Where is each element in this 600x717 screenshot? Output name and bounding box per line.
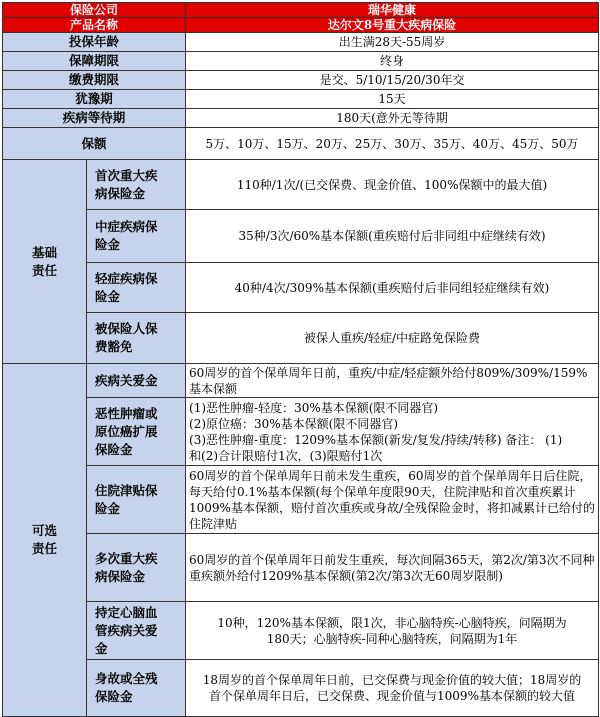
optional-item-value: (1)恶性肿瘤-轻度：30%基本保额(限不同器官) (2)原位癌：30%基本保额(限不同器官) (3)恶性肿瘤-重度：1209%基本保额(新发/复发/持续/转移) 备注： (1) 和(2)合计限赔付1次，(3)限赔付1次 [186, 398, 599, 466]
optional-item-label: 多次重大疾 病保险金 [87, 534, 186, 602]
term-label: 保障期限 [3, 52, 186, 71]
basic-item-value: 35种/3次/60%基本保额(重疾赔付后非同组中症继续有效) [186, 210, 599, 263]
optional-item-label: 疾病关爱金 [87, 364, 186, 398]
amount-value: 5万、10万、15万、20万、25万、30万、35万、40万、45万、50万 [186, 128, 599, 160]
basic-item-value: 40种/4次/309%基本保额(重疾赔付后非同组轻症继续有效) [186, 263, 599, 313]
optional-liability-category: 可选 责任 [3, 364, 87, 717]
header-label: 保险公司 [3, 3, 186, 18]
optional-item-label: 住院津贴保 险金 [87, 466, 186, 534]
basic-item-label: 轻症疾病保 险金 [87, 263, 186, 313]
optional-item-value: 18周岁的首个保单周年日前，已交保费与现金价值的较大值；18周岁的 首个保单周年日后，已交保费、现金价值与1009%基本保额的较大值 [186, 660, 599, 717]
basic-liability-category: 基础 责任 [3, 160, 87, 364]
optional-item-label: 持定心脑血 管疾病关爱 金 [87, 602, 186, 660]
term-value: 终身 [186, 52, 599, 71]
product-info-table [2, 2, 599, 717]
optional-item-value: 10种，120%基本保额，限1次，非心脑特疾-心脑特疾，问隔期为 180天；心脑特疾-同种心脑特疾，问隔期为1年 [186, 602, 599, 660]
waiting-value: 180天(意外无等待期 [186, 109, 599, 128]
basic-item-value: 110种/1次/(已交保费、现金价值、100%保额中的最大值) [186, 160, 599, 210]
optional-item-value: 60周岁的首个保单周年日前发生重疾，每次间隔365天，第2次/第3次不同种重疾额外给付1209%基本保额(第2次/第3次无60周岁限制) [186, 534, 599, 602]
cooling-value: 15天 [186, 90, 599, 109]
basic-item-value: 被保人重疾/轻症/中症路免保险费 [186, 313, 599, 364]
product-label: 产品名称 [3, 18, 186, 33]
header-value: 瑞华健康 [186, 3, 599, 18]
amount-label: 保额 [3, 128, 186, 160]
payment-value: 是交、5/10/15/20/30年交 [186, 71, 599, 90]
optional-item-label: 恶性肿瘤或 原位癌扩展 保险金 [87, 398, 186, 466]
age-value: 出生满28天-55周岁 [186, 33, 599, 52]
cooling-label: 犹豫期 [3, 90, 186, 109]
payment-label: 缴费期限 [3, 71, 186, 90]
optional-item-value: 60周岁的首个保单周年日前，重疾/中症/轻症额外给付809%/309%/159% 基本保额 [186, 364, 599, 398]
basic-item-label: 被保险人保 费豁免 [87, 313, 186, 364]
basic-item-label: 中症疾病保 险金 [87, 210, 186, 263]
waiting-label: 疾病等待期 [3, 109, 186, 128]
optional-item-label: 身故或全残 保险金 [87, 660, 186, 717]
basic-item-label: 首次重大疾 病保险金 [87, 160, 186, 210]
age-label: 投保年龄 [3, 33, 186, 52]
optional-item-value: 60周岁的首个保单周年日前未发生重疾，60周岁的首个保单周年日后住院，每天给付0.1%基本保额(每个保单年度限90天，住院津贴和首次重疾累计1009%基本保额，赔付首次重疾或身故/全残保险金时，将扣减累计已给付的住院津贴 [186, 466, 599, 534]
product-value: 达尔文8号重大疾病保险 [186, 18, 599, 33]
